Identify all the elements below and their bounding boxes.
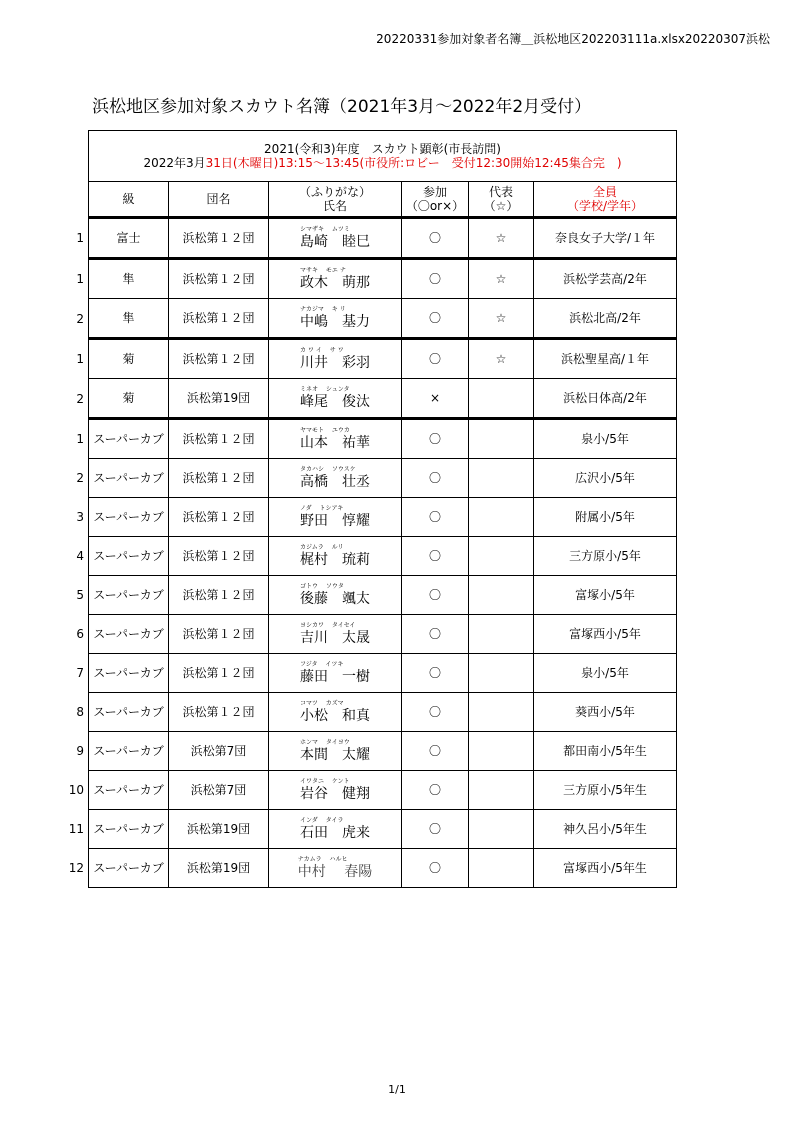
rank-cell: スーパーカブ xyxy=(89,810,169,849)
row-number: 3 xyxy=(76,510,84,524)
attend-cell: 〇 xyxy=(402,259,469,299)
furigana: シマザキ ムツミ xyxy=(300,226,350,233)
group-cell: 浜松第１２団 xyxy=(169,419,269,459)
attend-cell: 〇 xyxy=(402,732,469,771)
header-name-top: （ふりがな） xyxy=(298,185,371,199)
full-name: 山本 祐華 xyxy=(300,435,370,451)
attend-cell: 〇 xyxy=(402,849,469,888)
name-block xyxy=(300,778,370,802)
file-header: 20220331参加対象者名簿＿浜松地区202203111a.xlsx20220307浜松 xyxy=(376,32,770,46)
school-cell: 奈良女子大学/１年 xyxy=(534,218,677,259)
table-row xyxy=(89,537,677,576)
rep-cell xyxy=(469,379,534,419)
full-name: 石田 虎来 xyxy=(300,825,370,841)
furigana: カ ワ イ サ ワ xyxy=(300,347,344,354)
group-cell: 浜松第１２団 xyxy=(169,459,269,498)
event-info-line1: 2021(令和3)年度 スカウト顕彰(市長訪問) xyxy=(264,142,501,156)
rank-cell: 菊 xyxy=(89,339,169,379)
attend-cell: × xyxy=(402,379,469,419)
full-name: 中嶋 基力 xyxy=(300,314,370,330)
participant-table xyxy=(88,130,677,888)
rep-cell xyxy=(469,810,534,849)
header-name xyxy=(269,182,402,218)
name-block xyxy=(300,505,370,529)
table-row xyxy=(89,693,677,732)
table-header-row xyxy=(89,182,677,218)
rep-cell: ☆ xyxy=(469,339,534,379)
rep-cell xyxy=(469,849,534,888)
attend-cell: 〇 xyxy=(402,576,469,615)
full-name: 中村 春陽 xyxy=(297,864,373,880)
header-school-top: 全員 xyxy=(593,185,618,199)
event-date-detail: 31日(木曜日)13:15～13:45(市役所:ロビー 受付12:30開始12:45集合完 ) xyxy=(205,156,622,170)
group-cell: 浜松第19団 xyxy=(169,810,269,849)
full-name: 小松 和真 xyxy=(300,708,370,724)
rank-cell: スーパーカブ xyxy=(89,849,169,888)
row-number: 5 xyxy=(76,588,84,602)
name-block xyxy=(300,739,370,763)
attend-cell: 〇 xyxy=(402,615,469,654)
table-row xyxy=(89,459,677,498)
table-row xyxy=(89,615,677,654)
furigana: タカハシ ソウスケ xyxy=(300,466,356,473)
school-cell: 神久呂小/5年生 xyxy=(534,810,677,849)
full-name: 島崎 睦巳 xyxy=(300,234,370,250)
full-name: 藤田 一樹 xyxy=(300,669,370,685)
rank-cell: 隼 xyxy=(89,259,169,299)
rep-cell xyxy=(469,498,534,537)
row-number: 1 xyxy=(76,431,84,446)
rep-cell xyxy=(469,771,534,810)
header-rep xyxy=(469,182,534,218)
name-cell xyxy=(269,339,402,379)
furigana: ヤマモト ユウカ xyxy=(300,427,350,434)
rep-cell: ☆ xyxy=(469,218,534,259)
rep-cell xyxy=(469,732,534,771)
group-cell: 浜松第１２団 xyxy=(169,537,269,576)
rank-cell: スーパーカブ xyxy=(89,693,169,732)
school-cell: 三方原小/5年 xyxy=(534,537,677,576)
rep-cell xyxy=(469,693,534,732)
name-block xyxy=(300,544,370,568)
name-cell xyxy=(269,810,402,849)
name-cell xyxy=(269,732,402,771)
full-name: 岩谷 健翔 xyxy=(300,786,370,802)
header-name-bottom: 氏名 xyxy=(322,199,347,213)
page-number: 1/1 xyxy=(388,1083,406,1096)
attend-cell: 〇 xyxy=(402,218,469,259)
header-school-bottom: （学校/学年） xyxy=(566,199,644,213)
header-attend-bottom: （〇or×） xyxy=(405,199,465,213)
header-rep-bottom: （☆） xyxy=(483,199,519,213)
furigana: コマツ カズマ xyxy=(300,700,344,707)
table-row xyxy=(89,218,677,259)
school-cell: 都田南小/5年生 xyxy=(534,732,677,771)
event-date-prefix: 2022年3月 xyxy=(143,156,206,170)
full-name: 峰尾 俊汰 xyxy=(300,394,370,410)
table-row xyxy=(89,498,677,537)
rep-cell: ☆ xyxy=(469,299,534,339)
row-number: 7 xyxy=(76,666,84,680)
group-cell: 浜松第１２団 xyxy=(169,615,269,654)
attend-cell: 〇 xyxy=(402,537,469,576)
name-cell xyxy=(269,693,402,732)
name-block xyxy=(300,583,370,607)
row-number: 1 xyxy=(76,351,84,366)
furigana: マサキ モエ ナ xyxy=(300,267,346,274)
name-block xyxy=(300,267,370,291)
rep-cell xyxy=(469,459,534,498)
header-school xyxy=(534,182,677,218)
table-row xyxy=(89,339,677,379)
name-block xyxy=(300,427,370,451)
table-row xyxy=(89,259,677,299)
school-cell: 富塚西小/5年 xyxy=(534,615,677,654)
group-cell: 浜松第7団 xyxy=(169,771,269,810)
school-cell: 附属小/5年 xyxy=(534,498,677,537)
name-block xyxy=(300,386,370,410)
name-block xyxy=(300,622,370,646)
header-rep-top: 代表 xyxy=(488,185,513,199)
table-row xyxy=(89,654,677,693)
furigana: ミネオ シュンタ xyxy=(300,386,350,393)
header-rank: 級 xyxy=(89,182,169,218)
group-cell: 浜松第１２団 xyxy=(169,576,269,615)
table-row xyxy=(89,576,677,615)
row-number: 1 xyxy=(76,231,84,245)
group-cell: 浜松第１２団 xyxy=(169,218,269,259)
name-block xyxy=(300,347,370,371)
group-cell: 浜松第１２団 xyxy=(169,654,269,693)
school-cell: 富塚西小/5年生 xyxy=(534,849,677,888)
full-name: 高橋 壮丞 xyxy=(300,474,370,490)
table-row xyxy=(89,810,677,849)
group-cell: 浜松第１２団 xyxy=(169,299,269,339)
name-cell xyxy=(269,615,402,654)
row-number: 6 xyxy=(76,627,84,641)
school-cell: 浜松学芸高/2年 xyxy=(534,259,677,299)
name-block xyxy=(300,306,370,330)
name-block xyxy=(300,700,370,724)
school-cell: 広沢小/5年 xyxy=(534,459,677,498)
rep-cell: ☆ xyxy=(469,259,534,299)
header-attend-top: 参加 xyxy=(422,185,447,199)
row-number: 8 xyxy=(76,705,84,719)
full-name: 梶村 琉莉 xyxy=(300,552,370,568)
name-cell xyxy=(269,498,402,537)
rank-cell: スーパーカブ xyxy=(89,732,169,771)
rank-cell: スーパーカブ xyxy=(89,615,169,654)
school-cell: 三方原小/5年生 xyxy=(534,771,677,810)
rep-cell xyxy=(469,537,534,576)
group-cell: 浜松第１２団 xyxy=(169,259,269,299)
rank-cell: 富士 xyxy=(89,218,169,259)
name-block xyxy=(300,817,370,841)
row-number: 12 xyxy=(68,861,84,875)
furigana: イワタニ ケント xyxy=(300,778,350,785)
name-cell xyxy=(269,576,402,615)
furigana: ヨシカワ タイセイ xyxy=(300,622,356,629)
school-cell: 葵西小/5年 xyxy=(534,693,677,732)
school-cell: 浜松北高/2年 xyxy=(534,299,677,339)
table-row xyxy=(89,419,677,459)
header-attend xyxy=(402,182,469,218)
rep-cell xyxy=(469,615,534,654)
attend-cell: 〇 xyxy=(402,654,469,693)
table-row xyxy=(89,379,677,419)
furigana: カジムラ ルリ xyxy=(300,544,344,551)
name-block xyxy=(300,661,370,685)
name-cell xyxy=(269,459,402,498)
row-number: 4 xyxy=(76,549,84,563)
event-info-line2 xyxy=(89,156,676,170)
event-info xyxy=(89,131,677,182)
row-number: 2 xyxy=(76,471,84,485)
attend-cell: 〇 xyxy=(402,810,469,849)
name-block xyxy=(300,226,370,250)
full-name: 後藤 颯太 xyxy=(300,591,370,607)
name-cell xyxy=(269,218,402,259)
attend-cell: 〇 xyxy=(402,693,469,732)
school-cell: 泉小/5年 xyxy=(534,654,677,693)
furigana: ナカジマ キ リ xyxy=(300,306,346,313)
rank-cell: 菊 xyxy=(89,379,169,419)
rep-cell xyxy=(469,419,534,459)
name-cell xyxy=(269,379,402,419)
school-cell: 浜松日体高/2年 xyxy=(534,379,677,419)
name-cell xyxy=(269,259,402,299)
furigana: インダ タイラ xyxy=(300,817,344,824)
full-name: 政木 萌那 xyxy=(300,275,370,291)
attend-cell: 〇 xyxy=(402,339,469,379)
rank-cell: スーパーカブ xyxy=(89,771,169,810)
group-cell: 浜松第7団 xyxy=(169,732,269,771)
attend-cell: 〇 xyxy=(402,771,469,810)
full-name: 野田 惇耀 xyxy=(300,513,370,529)
row-number: 2 xyxy=(76,311,84,326)
row-number: 11 xyxy=(68,822,84,836)
furigana: ホンマ タイヨウ xyxy=(300,739,350,746)
full-name: 本間 太耀 xyxy=(300,747,370,763)
name-block xyxy=(300,466,370,490)
page-title: 浜松地区参加対象スカウト名簿（2021年3月～2022年2月受付） xyxy=(92,97,592,117)
group-cell: 浜松第19団 xyxy=(169,849,269,888)
table-row xyxy=(89,299,677,339)
name-cell xyxy=(269,849,402,888)
furigana: ナカムラ ハルヒ xyxy=(297,856,348,863)
name-cell xyxy=(269,419,402,459)
row-number: 2 xyxy=(76,391,84,406)
full-name: 吉川 太晟 xyxy=(300,630,370,646)
rank-cell: スーパーカブ xyxy=(89,576,169,615)
name-cell xyxy=(269,537,402,576)
attend-cell: 〇 xyxy=(402,419,469,459)
name-cell xyxy=(269,654,402,693)
rep-cell xyxy=(469,576,534,615)
rank-cell: スーパーカブ xyxy=(89,654,169,693)
rank-cell: スーパーカブ xyxy=(89,498,169,537)
name-cell xyxy=(269,771,402,810)
row-number: 10 xyxy=(68,783,84,797)
rank-cell: 隼 xyxy=(89,299,169,339)
group-cell: 浜松第１２団 xyxy=(169,693,269,732)
table-row xyxy=(89,732,677,771)
attend-cell: 〇 xyxy=(402,299,469,339)
rank-cell: スーパーカブ xyxy=(89,537,169,576)
attend-cell: 〇 xyxy=(402,498,469,537)
furigana: ゴトウ ソウタ xyxy=(300,583,344,590)
rank-cell: スーパーカブ xyxy=(89,459,169,498)
table-row xyxy=(89,771,677,810)
table-row xyxy=(89,849,677,888)
group-cell: 浜松第１２団 xyxy=(169,339,269,379)
furigana: フジタ イツキ xyxy=(300,661,344,668)
school-cell: 富塚小/5年 xyxy=(534,576,677,615)
row-number: 9 xyxy=(76,744,84,758)
row-number: 1 xyxy=(76,271,84,286)
rank-cell: スーパーカブ xyxy=(89,419,169,459)
group-cell: 浜松第１２団 xyxy=(169,498,269,537)
full-name: 川井 彩羽 xyxy=(300,355,370,371)
attend-cell: 〇 xyxy=(402,459,469,498)
header-group: 団名 xyxy=(169,182,269,218)
name-block xyxy=(298,856,372,880)
group-cell: 浜松第19団 xyxy=(169,379,269,419)
name-cell xyxy=(269,299,402,339)
rep-cell xyxy=(469,654,534,693)
school-cell: 浜松聖星高/１年 xyxy=(534,339,677,379)
school-cell: 泉小/5年 xyxy=(534,419,677,459)
furigana: ノダ トシアキ xyxy=(300,505,344,512)
